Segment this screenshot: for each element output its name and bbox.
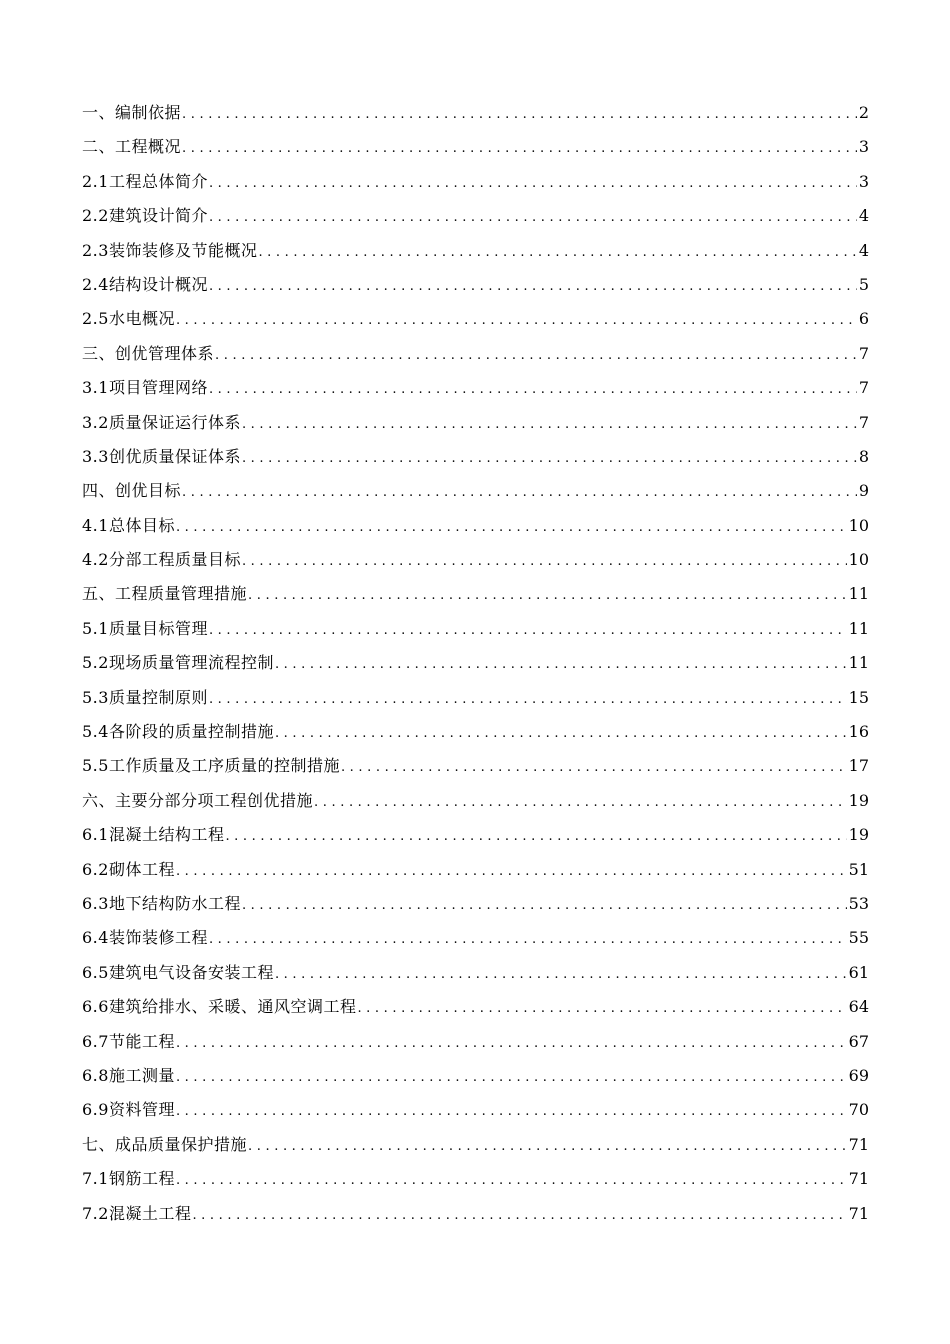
- toc-entry-title: 6.1混凝土结构工程: [82, 825, 225, 845]
- toc-page-number: 11: [848, 618, 869, 638]
- toc-dot-leader: [209, 683, 847, 717]
- toc-page-number: 17: [848, 756, 869, 776]
- toc-page-number: 67: [848, 1031, 869, 1051]
- toc-page-number: 15: [848, 687, 869, 707]
- toc-entry[interactable]: [82, 96, 869, 130]
- toc-entry-title: 6.5建筑电气设备安装工程: [82, 962, 274, 982]
- toc-entry-title: 6.8施工测量: [82, 1065, 175, 1085]
- toc-page-number: 64: [848, 997, 869, 1017]
- toc-dot-leader: [215, 339, 857, 373]
- toc-entry[interactable]: [82, 1128, 869, 1162]
- toc-entry[interactable]: [82, 165, 869, 199]
- toc-entry[interactable]: [82, 956, 869, 990]
- toc-entry[interactable]: [82, 474, 869, 508]
- toc-dot-leader: [176, 304, 857, 338]
- toc-entry[interactable]: [82, 406, 869, 440]
- toc-dot-leader: [209, 201, 857, 235]
- toc-entry[interactable]: [82, 990, 869, 1024]
- toc-dot-leader: [182, 132, 857, 166]
- toc-entry-title: 6.7节能工程: [82, 1031, 175, 1051]
- toc-dot-leader: [176, 1095, 847, 1129]
- toc-entry-title: 5.5工作质量及工序质量的控制措施: [82, 756, 340, 776]
- toc-page-number: 70: [848, 1100, 869, 1120]
- toc-entry-title: 六、主要分部分项工程创优措施: [82, 790, 314, 810]
- toc-entry[interactable]: [82, 1162, 869, 1196]
- toc-entry-title: 6.6建筑给排水、采暖、通风空调工程: [82, 997, 357, 1017]
- toc-dot-leader: [209, 270, 857, 304]
- toc-page-number: 19: [848, 825, 869, 845]
- toc-entry[interactable]: [82, 440, 869, 474]
- toc-dot-leader: [176, 855, 847, 889]
- toc-dot-leader: [209, 923, 847, 957]
- toc-page-number: 71: [848, 1203, 869, 1223]
- toc-page-number: 6: [858, 309, 869, 329]
- toc-entry[interactable]: [82, 509, 869, 543]
- toc-dot-leader: [209, 614, 847, 648]
- toc-page-number: 55: [848, 928, 869, 948]
- toc-dot-leader: [209, 373, 857, 407]
- toc-dot-leader: [242, 545, 847, 579]
- toc-entry[interactable]: [82, 268, 869, 302]
- toc-entry-title: 三、创优管理体系: [82, 343, 215, 363]
- toc-entry-title: 七、成品质量保护措施: [82, 1134, 248, 1154]
- toc-dot-leader: [182, 98, 857, 132]
- toc-dot-leader: [176, 1027, 847, 1061]
- toc-page-number: 7: [858, 412, 869, 432]
- toc-page-number: 3: [858, 137, 869, 157]
- toc-entry-title: 5.3质量控制原则: [82, 687, 208, 707]
- toc-entry-title: 6.3地下结构防水工程: [82, 893, 241, 913]
- toc-entry[interactable]: [82, 577, 869, 611]
- toc-dot-leader: [192, 1199, 846, 1233]
- toc-entry-title: 2.4结构设计概况: [82, 274, 208, 294]
- table-of-contents: [82, 96, 869, 1231]
- toc-entry-title: 5.2现场质量管理流程控制: [82, 653, 274, 673]
- toc-page-number: 19: [848, 790, 869, 810]
- toc-page-number: 2: [858, 103, 869, 122]
- toc-dot-leader: [242, 442, 857, 476]
- toc-dot-leader: [182, 476, 857, 510]
- toc-entry[interactable]: [82, 1093, 869, 1127]
- toc-page-number: 4: [858, 206, 869, 226]
- toc-entry-title: 四、创优目标: [82, 481, 182, 501]
- toc-entry[interactable]: [82, 853, 869, 887]
- toc-page-number: 8: [858, 446, 869, 466]
- toc-page-number: 11: [848, 653, 869, 673]
- toc-entry-title: 3.1项目管理网络: [82, 378, 208, 398]
- toc-entry[interactable]: [82, 337, 869, 371]
- toc-entry-title: 一、编制依据: [82, 103, 182, 122]
- toc-entry[interactable]: [82, 234, 869, 268]
- toc-entry-title: 5.4各阶段的质量控制措施: [82, 722, 274, 742]
- toc-dot-leader: [357, 992, 846, 1026]
- toc-page-number: 71: [848, 1134, 869, 1154]
- toc-page-number: 10: [848, 550, 869, 570]
- toc-entry-title: 2.5水电概况: [82, 309, 175, 329]
- toc-page-number: 53: [848, 893, 869, 913]
- toc-page-number: 10: [848, 515, 869, 535]
- toc-page-number: 71: [848, 1169, 869, 1189]
- toc-page-number: 69: [848, 1065, 869, 1085]
- toc-entry[interactable]: [82, 199, 869, 233]
- toc-entry[interactable]: [82, 681, 869, 715]
- toc-dot-leader: [314, 786, 847, 820]
- toc-entry-title: 4.1总体目标: [82, 515, 175, 535]
- toc-entry-title: 6.9资料管理: [82, 1100, 175, 1120]
- toc-dot-leader: [225, 820, 846, 854]
- toc-entry-title: 3.2质量保证运行体系: [82, 412, 241, 432]
- toc-entry-title: 6.4装饰装修工程: [82, 928, 208, 948]
- toc-page-number: 5: [858, 274, 869, 294]
- toc-dot-leader: [341, 751, 847, 785]
- toc-dot-leader: [248, 1130, 847, 1164]
- toc-dot-leader: [176, 511, 847, 545]
- toc-entry-title: 2.1工程总体简介: [82, 171, 208, 191]
- toc-page-number: 51: [848, 859, 869, 879]
- toc-entry[interactable]: [82, 130, 869, 164]
- toc-page-number: 7: [858, 343, 869, 363]
- toc-entry[interactable]: [82, 749, 869, 783]
- toc-dot-leader: [242, 408, 857, 442]
- toc-page-number: 4: [858, 240, 869, 260]
- toc-entry-title: 2.2建筑设计简介: [82, 206, 208, 226]
- toc-entry-title: 3.3创优质量保证体系: [82, 446, 241, 466]
- toc-entry[interactable]: [82, 887, 869, 921]
- toc-entry-title: 7.2混凝土工程: [82, 1203, 192, 1223]
- toc-entry-title: 6.2砌体工程: [82, 859, 175, 879]
- toc-entry-title: 2.3装饰装修及节能概况: [82, 240, 258, 260]
- toc-entry[interactable]: [82, 1197, 869, 1231]
- toc-entry[interactable]: [82, 1025, 869, 1059]
- toc-page-number: 7: [858, 378, 869, 398]
- toc-dot-leader: [275, 648, 847, 682]
- toc-dot-leader: [258, 236, 856, 270]
- toc-entry[interactable]: [82, 302, 869, 336]
- toc-dot-leader: [176, 1164, 847, 1198]
- toc-dot-leader: [275, 717, 847, 751]
- toc-entry-title: 4.2分部工程质量目标: [82, 550, 241, 570]
- toc-entry[interactable]: [82, 818, 869, 852]
- toc-entry[interactable]: [82, 1059, 869, 1093]
- toc-entry[interactable]: [82, 371, 869, 405]
- toc-dot-leader: [176, 1061, 847, 1095]
- toc-entry-title: 7.1钢筋工程: [82, 1169, 175, 1189]
- toc-page-number: 3: [858, 171, 869, 191]
- toc-entry-title: 二、工程概况: [82, 137, 182, 157]
- toc-entry[interactable]: [82, 784, 869, 818]
- toc-entry[interactable]: [82, 612, 869, 646]
- toc-dot-leader: [248, 579, 847, 613]
- toc-entry[interactable]: [82, 921, 869, 955]
- toc-page-number: 61: [848, 962, 869, 982]
- toc-entry[interactable]: [82, 543, 869, 577]
- toc-dot-leader: [242, 889, 847, 923]
- toc-page-number: 16: [848, 722, 869, 742]
- toc-dot-leader: [209, 167, 857, 201]
- toc-entry[interactable]: [82, 646, 869, 680]
- toc-dot-leader: [275, 958, 847, 992]
- toc-entry[interactable]: [82, 715, 869, 749]
- toc-entry-title: 五、工程质量管理措施: [82, 584, 248, 604]
- toc-entry-title: 5.1质量目标管理: [82, 618, 208, 638]
- toc-page-number: 11: [848, 584, 869, 604]
- toc-page-number: 9: [858, 481, 869, 501]
